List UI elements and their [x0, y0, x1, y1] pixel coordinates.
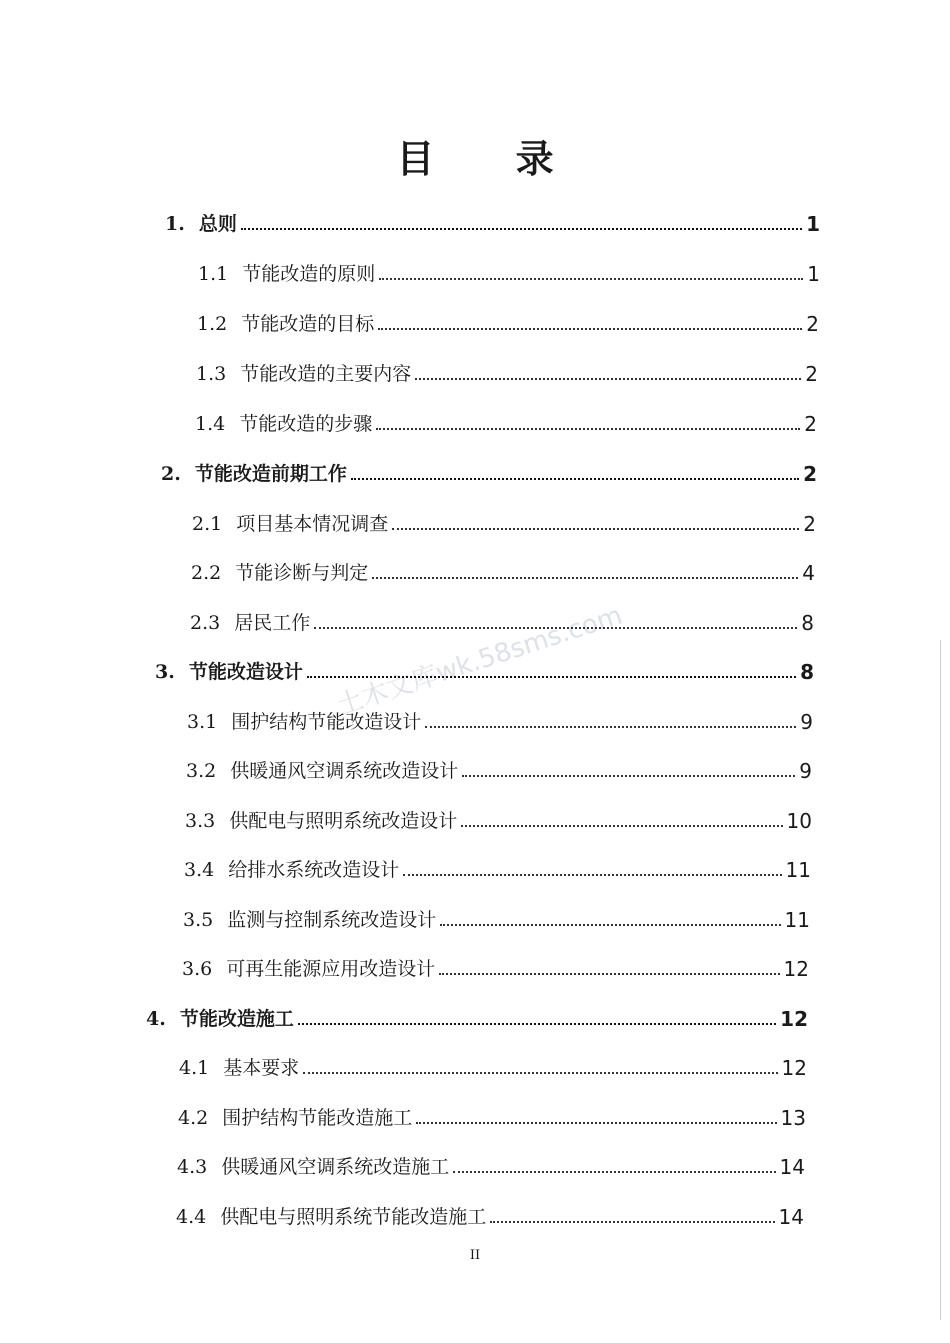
- toc-entry[interactable]: [183, 898, 810, 932]
- toc-entry-number: 4.3: [177, 1156, 208, 1178]
- toc-entry-label: [178, 1103, 414, 1130]
- dot-leader: [416, 1122, 776, 1124]
- toc-entry-page: 2: [803, 462, 817, 486]
- dot-leader: [314, 627, 797, 629]
- toc-entry-number: 3.1: [187, 711, 218, 733]
- toc-entry-page: 12: [781, 1056, 807, 1080]
- dot-leader: [378, 328, 802, 330]
- toc-entry-title: 节能改造前期工作: [194, 463, 347, 485]
- toc-entry-number: 1.: [165, 213, 185, 235]
- toc-entry[interactable]: [185, 799, 812, 833]
- dot-leader: [351, 478, 799, 480]
- toc-entry-page: 11: [785, 858, 811, 882]
- toc-entry-number: 2.2: [191, 562, 222, 584]
- toc-entry-title: 节能改造的主要内容: [240, 363, 412, 385]
- toc-entry[interactable]: [182, 947, 809, 981]
- toc-entry-number: 1.2: [197, 313, 228, 335]
- dot-leader: [462, 775, 795, 777]
- toc-entry-page: 8: [801, 611, 814, 635]
- toc-entry[interactable]: [146, 997, 808, 1031]
- toc-entry-page: 2: [806, 312, 819, 336]
- toc-entry[interactable]: [195, 402, 817, 436]
- toc-entry-page: 4: [802, 561, 815, 585]
- toc-entry-number: 3.4: [184, 859, 215, 881]
- toc-entry-number: 2.: [161, 463, 181, 485]
- toc-entry-number: 4.1: [179, 1057, 210, 1079]
- toc-entry-title: 节能改造设计: [188, 661, 303, 683]
- toc-entry-label: [185, 806, 459, 833]
- toc-entry[interactable]: [191, 551, 815, 585]
- toc-entry-page: 14: [778, 1205, 804, 1229]
- toc-entry-page: 11: [784, 908, 810, 932]
- toc-entry[interactable]: [179, 1046, 807, 1080]
- toc-entry-page: 2: [803, 512, 816, 536]
- dot-leader: [461, 825, 782, 827]
- toc-entry-title: 供配电与照明系统改造设计: [229, 810, 458, 832]
- toc-entry[interactable]: [187, 700, 813, 734]
- dot-leader: [453, 1171, 775, 1173]
- toc-entry-title: 节能改造的原则: [242, 263, 376, 285]
- toc-entry-label: [161, 459, 349, 486]
- toc-entry-label: [155, 657, 305, 684]
- toc-entry-number: 3.3: [185, 810, 216, 832]
- toc-entry-page: 10: [786, 809, 812, 833]
- toc-entry-label: [192, 509, 390, 536]
- toc-entry-page: 1: [807, 262, 820, 286]
- toc-entry[interactable]: [192, 502, 816, 536]
- toc-entry-title: 供暖通风空调系统改造施工: [221, 1156, 450, 1178]
- toc-entry-title: 节能改造的目标: [241, 313, 375, 335]
- toc-entry-page: 8: [800, 660, 814, 684]
- page-number-footer: II: [469, 1248, 481, 1263]
- toc-entry-number: 3.6: [182, 958, 213, 980]
- toc-entry-label: [165, 209, 239, 236]
- toc-entry[interactable]: [196, 352, 818, 386]
- toc-entry[interactable]: [190, 601, 814, 635]
- toc-entry-number: 3.2: [186, 760, 217, 782]
- toc-entry-label: [195, 409, 374, 436]
- toc-entry-label: [146, 1004, 296, 1031]
- toc-entry[interactable]: [165, 202, 820, 236]
- dot-leader: [490, 1221, 774, 1223]
- toc-entry-title: 总则: [198, 213, 237, 235]
- toc-entry-label: [184, 855, 401, 882]
- toc-entry-page: 12: [780, 1007, 808, 1031]
- dot-leader: [241, 228, 802, 230]
- toc-entry-title: 节能改造施工: [179, 1008, 294, 1030]
- toc-entry-title: 基本要求: [223, 1057, 300, 1079]
- toc-entry[interactable]: [197, 302, 819, 336]
- toc-entry-title: 围护结构节能改造施工: [222, 1107, 413, 1129]
- toc-entry[interactable]: [161, 452, 817, 486]
- toc-entry-number: 2.3: [190, 612, 221, 634]
- toc-entry-title: 居民工作: [234, 612, 311, 634]
- dot-leader: [379, 278, 803, 280]
- toc-entry-label: [197, 309, 376, 336]
- toc-entry-title: 围护结构节能改造设计: [231, 711, 422, 733]
- dot-leader: [298, 1023, 776, 1025]
- dot-leader: [392, 528, 799, 530]
- toc-entry-label: [182, 954, 437, 981]
- toc-entry-number: 1.1: [198, 263, 229, 285]
- toc-entry-page: 1: [806, 212, 820, 236]
- toc-entry[interactable]: [176, 1195, 804, 1229]
- toc-entry-title: 可再生能源应用改造设计: [226, 958, 436, 980]
- toc-entry-label: [176, 1202, 488, 1229]
- toc-entry-title: 项目基本情况调查: [236, 513, 389, 535]
- dot-leader: [425, 726, 796, 728]
- toc-entry-label: [187, 707, 423, 734]
- dot-leader: [303, 1072, 777, 1074]
- toc-entry-page: 9: [799, 759, 812, 783]
- toc-entry[interactable]: [198, 252, 820, 286]
- toc-entry[interactable]: [184, 848, 811, 882]
- toc-entry-page: 12: [783, 957, 809, 981]
- dot-leader: [415, 378, 801, 380]
- toc-entry-label: [186, 756, 460, 783]
- scan-edge-divider: [940, 640, 941, 1320]
- toc-entry-title: 节能诊断与判定: [235, 562, 369, 584]
- toc-entry-title: 节能改造的步骤: [239, 413, 373, 435]
- toc-entry-label: [196, 359, 413, 386]
- dot-leader: [376, 428, 800, 430]
- toc-entry-number: 1.3: [196, 363, 227, 385]
- dot-leader: [439, 973, 779, 975]
- toc-entry-page: 9: [800, 710, 813, 734]
- dot-leader: [372, 577, 798, 579]
- toc-entry-number: 3.5: [183, 909, 214, 931]
- toc-entry-title: 监测与控制系统改造设计: [227, 909, 437, 931]
- toc-entry-page: 2: [805, 362, 818, 386]
- toc-entry[interactable]: [177, 1145, 805, 1179]
- page-title: 目 录: [396, 137, 588, 181]
- toc-entry[interactable]: [186, 749, 812, 783]
- toc-entry-title: 给排水系统改造设计: [228, 859, 400, 881]
- toc-entry-page: 14: [779, 1155, 805, 1179]
- toc-entry-page: 2: [804, 412, 817, 436]
- dot-leader: [307, 676, 796, 678]
- toc-entry-title: 供暖通风空调系统改造设计: [230, 760, 459, 782]
- toc-entry-number: 4.4: [176, 1206, 207, 1228]
- watermark: 土木文库wk.58sms.com: [333, 600, 627, 722]
- dot-leader: [403, 874, 781, 876]
- toc-entry-label: [179, 1053, 301, 1080]
- toc-entry-number: 2.1: [192, 513, 223, 535]
- toc-entry-number: 4.: [146, 1008, 166, 1030]
- toc-entry-label: [177, 1152, 451, 1179]
- toc-entry-number: 4.2: [178, 1107, 209, 1129]
- toc-entry-label: [191, 558, 370, 585]
- dot-leader: [440, 924, 780, 926]
- toc-entry-number: 3.: [155, 661, 175, 683]
- toc-entry-label: [190, 608, 312, 635]
- toc-entry-number: 1.4: [195, 413, 226, 435]
- toc-entry[interactable]: [178, 1096, 806, 1130]
- toc-entry-label: [183, 905, 438, 932]
- toc-entry-title: 供配电与照明系统节能改造施工: [220, 1206, 487, 1228]
- toc-entry-label: [198, 259, 377, 286]
- toc-entry-page: 13: [780, 1106, 806, 1130]
- toc-entry[interactable]: [155, 650, 814, 684]
